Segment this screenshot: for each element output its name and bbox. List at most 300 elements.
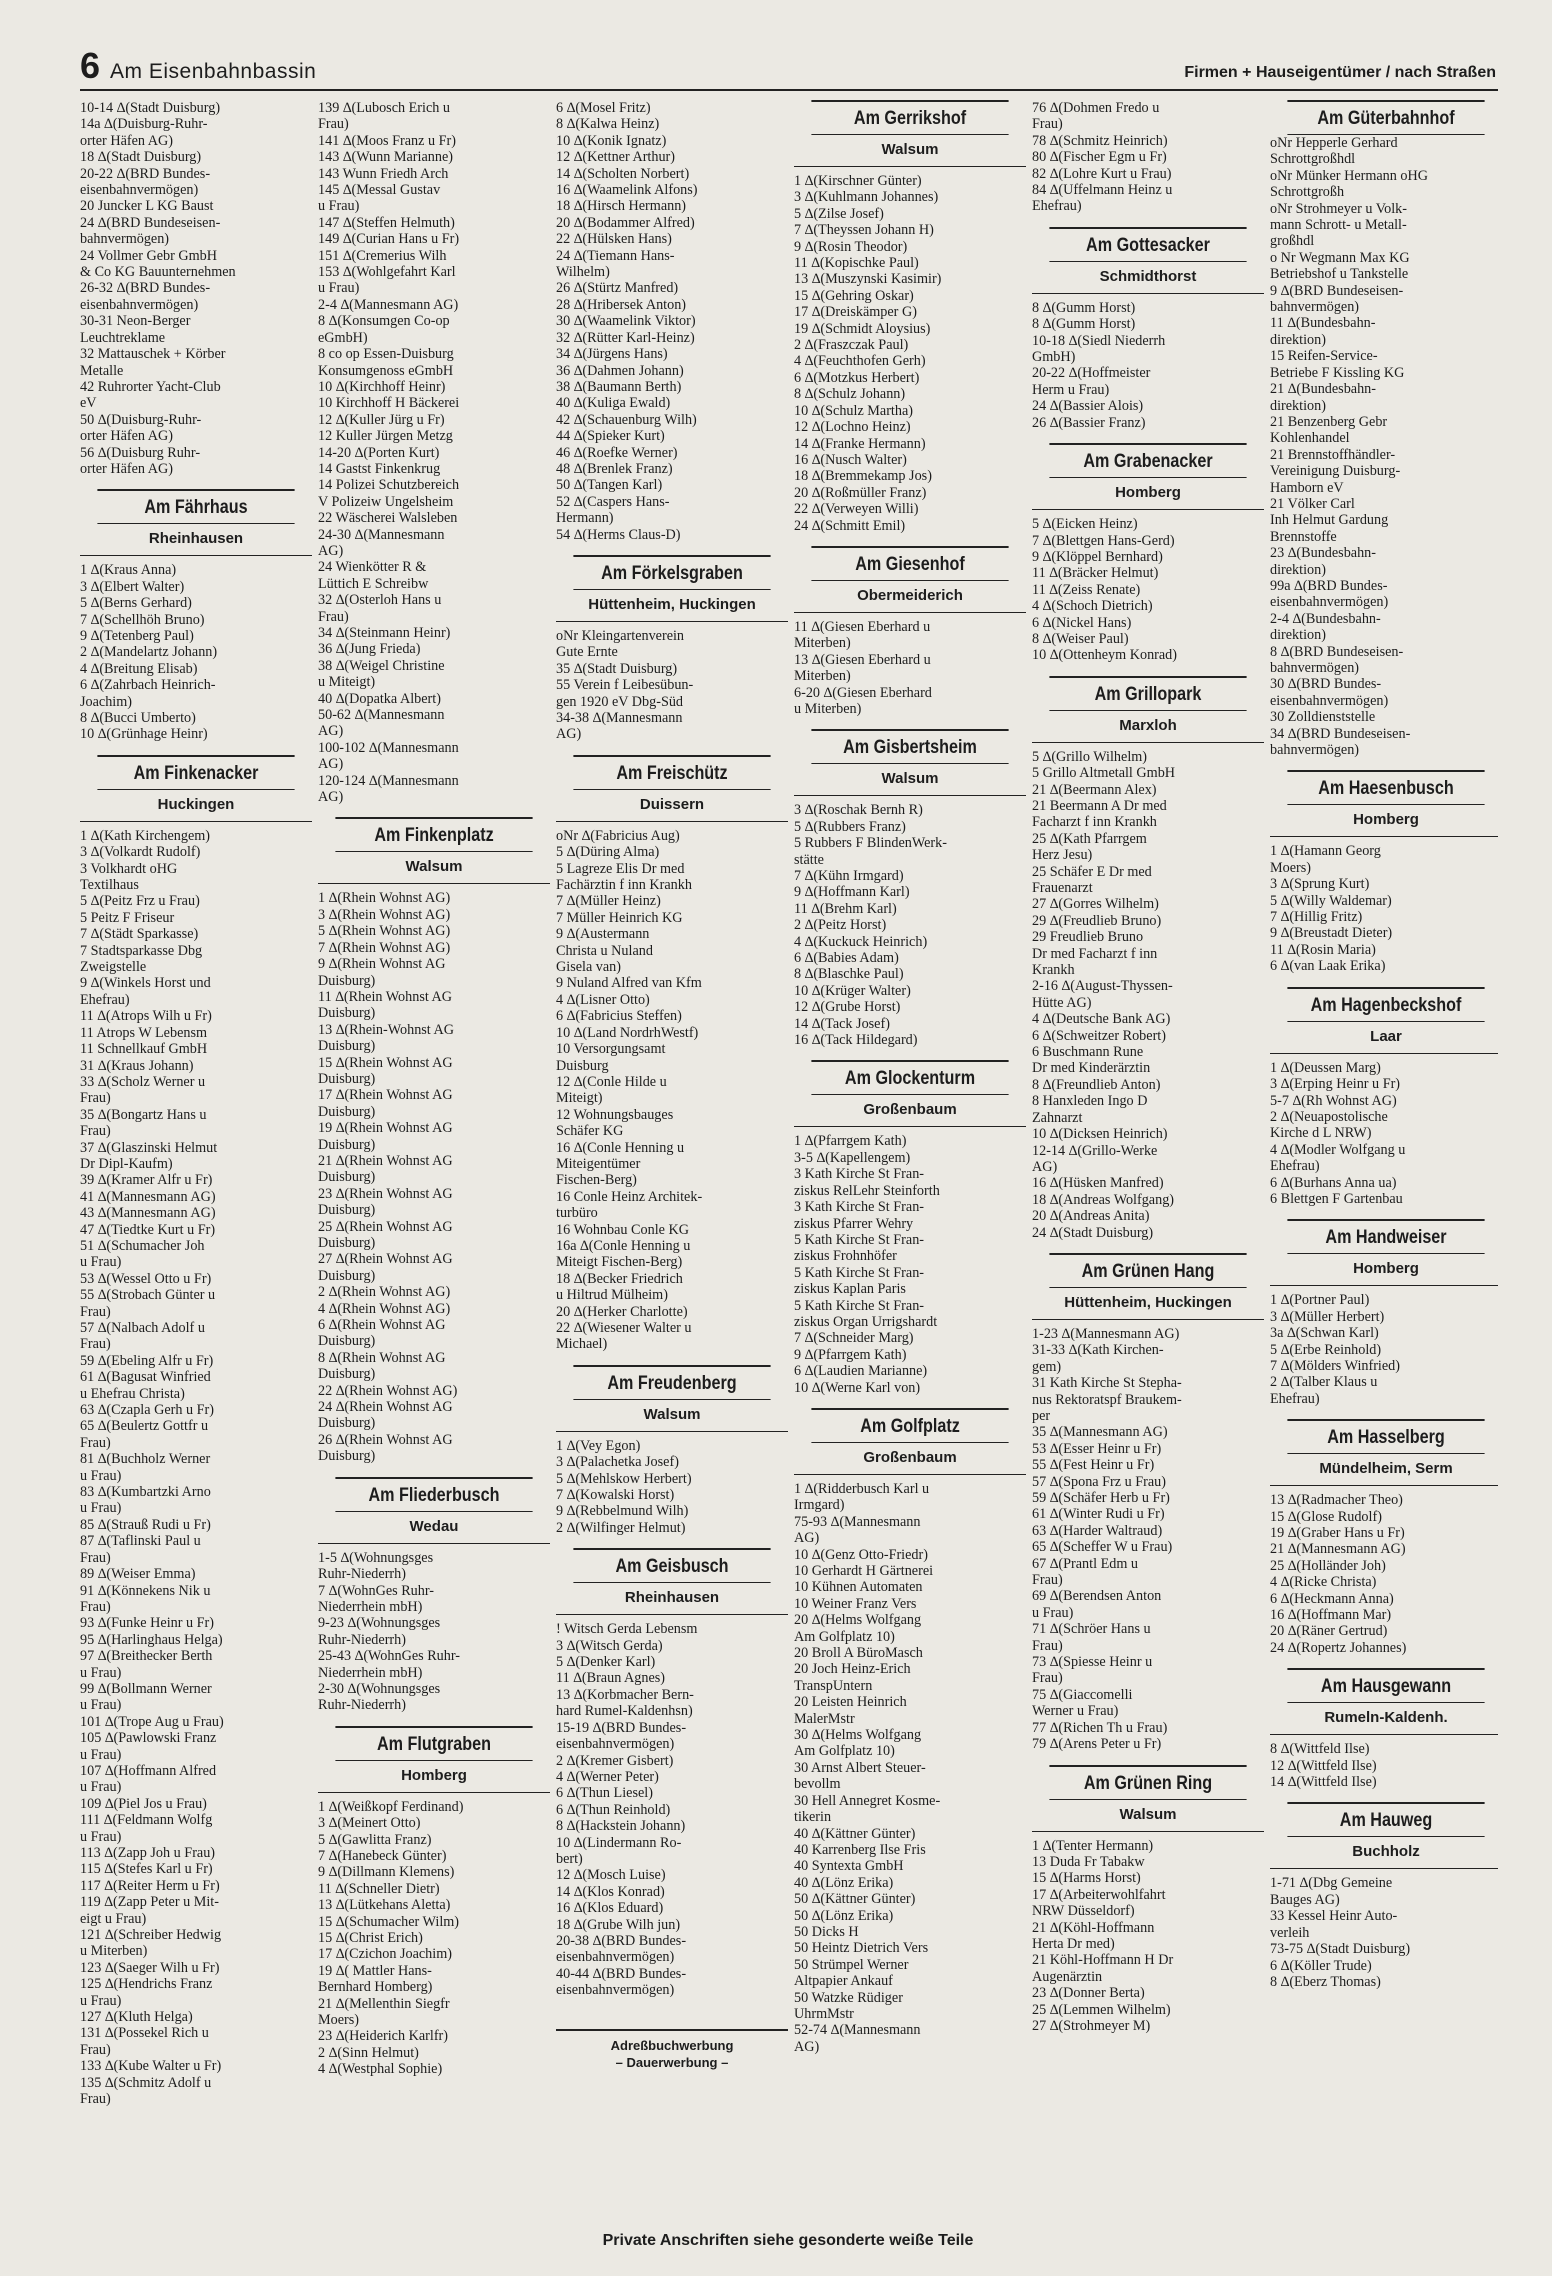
directory-entry: Frau)	[80, 1549, 111, 1566]
directory-entry: 75 ∆(Giaccomelli	[1032, 1686, 1133, 1703]
directory-entry: eisenbahnvermögen)	[556, 1982, 675, 1999]
directory-entry: 50 Strümpel Werner	[794, 1956, 909, 1973]
directory-entry: 6 ∆(Mosel Fritz)	[556, 100, 651, 116]
directory-entry: 23 ∆(Rhein Wohnst AG	[318, 1185, 453, 1202]
district-label: Walsum	[794, 764, 1026, 796]
directory-entry: AG)	[318, 542, 344, 559]
directory-entry: 6 ∆(Heckmann Anna)	[1270, 1590, 1394, 1607]
directory-entry: 80 ∆(Fischer Egm u Fr)	[1032, 149, 1167, 166]
directory-entry: eisenbahnvermögen)	[80, 296, 199, 313]
directory-entry: 13 ∆(Rhein-Wohnst AG	[318, 1021, 455, 1038]
directory-entry: Joachim)	[80, 693, 133, 710]
street-heading: Am Haesenbusch	[1287, 770, 1484, 805]
directory-entry: 8 co op Essen-Duisburg	[318, 346, 454, 363]
directory-entry: 10 Versorgungsamt	[556, 1041, 666, 1058]
directory-entry: 3 ∆(Erping Heinr u Fr)	[1270, 1076, 1401, 1093]
directory-entry: 14 ∆(Scholten Norbert)	[556, 165, 690, 182]
directory-entry: 5 Grillo Altmetall GmbH	[1032, 765, 1176, 782]
directory-entry: Frau)	[318, 116, 349, 133]
directory-entry: u Hiltrud Mülheim)	[556, 1287, 668, 1304]
directory-entry: 8 ∆(BRD Bundeseisen-	[1270, 643, 1404, 660]
directory-entry: 16 ∆(Waamelink Alfons)	[556, 182, 698, 199]
street-heading: Am Freudenberg	[573, 1365, 770, 1400]
directory-entry: Duisburg	[556, 1057, 609, 1074]
directory-entry: 11 ∆(Bräcker Helmut)	[1032, 565, 1159, 582]
directory-entry: Betriebshof u Tankstelle	[1270, 266, 1409, 283]
directory-entry: 29 ∆(Freudlieb Bruno)	[1032, 912, 1162, 929]
directory-entry: 7 ∆(Schneider Marg)	[794, 1330, 914, 1347]
directory-entry: 7 Müller Heinrich KG	[556, 909, 683, 926]
directory-entry: 16 ∆(Nusch Walter)	[794, 451, 907, 468]
directory-entry: 6 Blettgen F Gartenbau	[1270, 1190, 1403, 1207]
directory-entry: 8 ∆(Rhein Wohnst AG	[318, 1349, 446, 1366]
directory-entry: 7 ∆(Rhein Wohnst AG)	[318, 939, 451, 956]
directory-entry: 5 Rubbers F BlindenWerk-	[794, 835, 947, 852]
directory-entry: 3 ∆(Roschak Bernh R)	[794, 802, 923, 819]
directory-entry: 1 ∆(Weißkopf Ferdinand)	[318, 1798, 464, 1815]
directory-entry: AG)	[318, 789, 344, 806]
directory-entry: 55 Verein f Leibesübun-	[556, 677, 694, 694]
directory-entry: 5 ∆(Willy Waldemar)	[1270, 892, 1392, 909]
directory-entry: 25 ∆(Lemmen Wilhelm)	[1032, 2001, 1171, 2018]
directory-entry: 40 Syntexta GmbH	[794, 1858, 904, 1875]
directory-entry: 84 ∆(Uffelmann Heinz u	[1032, 182, 1173, 199]
directory-entry: 22 Wäscherei Walsleben	[318, 510, 458, 527]
directory-entry: 20 Juncker L KG Baust	[80, 198, 214, 215]
directory-entry: 20 ∆(Roßmüller Franz)	[794, 484, 927, 501]
directory-entry: 21 ∆(Mannesmann AG)	[1270, 1541, 1406, 1558]
directory-entry: 8 ∆(Kalwa Heinz)	[556, 116, 660, 133]
directory-entry: 20 ∆(Helms Wolfgang	[794, 1612, 922, 1629]
directory-entry: bahnvermögen)	[1270, 742, 1360, 759]
directory-entry: 12 ∆(Kettner Arthur)	[556, 149, 675, 166]
directory-entry: 5 Kath Kirche St Fran-	[794, 1297, 925, 1314]
directory-entry: Ehefrau)	[1032, 198, 1082, 215]
directory-entry: Ehefrau)	[80, 991, 130, 1008]
directory-entry: 147 ∆(Steffen Helmuth)	[318, 214, 455, 231]
directory-entry: 7 ∆(Theyssen Johann H)	[794, 222, 934, 239]
directory-entry: 1 ∆(Vey Egon)	[556, 1437, 641, 1454]
directory-entry: 10 Gerhardt H Gärtnerei	[794, 1563, 934, 1579]
directory-entry: turbüro	[556, 1205, 598, 1222]
directory-entry: 30 Hell Annegret Kosme-	[794, 1792, 941, 1809]
directory-entry: 7 ∆(Kühn Irmgard)	[794, 868, 904, 884]
directory-entry: gen 1920 eV Dbg-Süd	[556, 693, 684, 710]
directory-entry: 11 ∆(Giesen Eberhard u	[794, 618, 931, 635]
directory-entry: Frauenarzt	[1032, 880, 1093, 896]
directory-entry: 30 ∆(Helms Wolfgang	[794, 1727, 922, 1744]
directory-entry: 52-74 ∆(Mannesmann	[794, 2022, 921, 2039]
directory-entry: 9 ∆(Klöppel Bernhard)	[1032, 548, 1163, 565]
directory-entry: 1 ∆(Ridderbusch Karl u	[794, 1480, 930, 1497]
directory-entry: 48 ∆(Brenlek Franz)	[556, 460, 673, 477]
district-label: Homberg	[318, 1761, 550, 1793]
directory-entry: eisenbahnvermögen)	[556, 1736, 675, 1753]
section-title: Firmen + Hauseigentümer / nach Straßen	[1184, 64, 1496, 81]
directory-entry: 26 ∆(Stürtz Manfred)	[556, 280, 679, 297]
directory-entry: 3 ∆(Kuhlmann Johannes)	[794, 189, 939, 206]
directory-entry: Duisburg)	[318, 1103, 376, 1120]
street-heading: Am Glockenturm	[811, 1060, 1008, 1095]
directory-entry: 1 ∆(Deussen Marg)	[1270, 1059, 1381, 1076]
directory-entry: 89 ∆(Weiser Emma)	[80, 1566, 196, 1583]
district-label: Walsum	[1032, 1800, 1264, 1832]
directory-entry: 63 ∆(Harder Waltraud)	[1032, 1522, 1163, 1539]
directory-entry: 11 Atrops W Lebensm	[80, 1024, 208, 1041]
directory-entry: 16 ∆(Tack Hildegard)	[794, 1032, 918, 1049]
directory-entry: 16 ∆(Hüsken Manfred)	[1032, 1175, 1164, 1192]
directory-entry: 21 Köhl-Hoffmann H Dr	[1032, 1952, 1174, 1969]
directory-entry: 42 Ruhrorter Yacht-Club	[80, 378, 221, 395]
directory-entry: tikerin	[794, 1809, 832, 1826]
directory-entry: 2-4 ∆(Bundesbahn-	[1270, 610, 1381, 627]
directory-entry: 50 ∆(Lönz Erika)	[794, 1907, 894, 1924]
directory-entry: Schrottgroßh	[1270, 184, 1345, 201]
directory-entry: oNr Kleingartenverein	[556, 627, 685, 644]
directory-entry: Duisburg)	[318, 1169, 376, 1186]
directory-entry: 6 ∆(Köller Trude)	[1270, 1957, 1372, 1974]
directory-entry: TranspUntern	[794, 1677, 873, 1694]
directory-entry: 13 ∆(Muszynski Kasimir)	[794, 271, 942, 288]
directory-entry: 19 ∆(Rhein Wohnst AG	[318, 1120, 453, 1137]
directory-entry: 7 ∆(Kowalski Horst)	[556, 1487, 675, 1504]
directory-entry: Gisela van)	[556, 959, 622, 976]
directory-entry: 20 Joch Heinz-Erich	[794, 1661, 911, 1678]
directory-entry: 5 ∆(Düring Alma)	[556, 844, 660, 861]
directory-entry: 4 ∆(Westphal Sophie)	[318, 2061, 443, 2078]
directory-entry: 38 ∆(Baumann Berth)	[556, 378, 682, 395]
directory-entry: Textilhaus	[80, 877, 139, 894]
page-header-left	[80, 45, 317, 86]
directory-entry: 61 ∆(Bagusat Winfried	[80, 1369, 211, 1386]
directory-entry: oNr ∆(Fabricius Aug)	[556, 827, 680, 844]
directory-entry: Ruhr-Niederrh)	[318, 1697, 406, 1714]
directory-entry: 7 Stadtsparkasse Dbg	[80, 942, 203, 959]
directory-entry: 8 ∆(Gumm Horst)	[1032, 316, 1136, 333]
directory-entry: Irmgard)	[794, 1497, 845, 1514]
directory-entry: 5 ∆(Mehlskow Herbert)	[556, 1470, 692, 1487]
directory-entry: 12 ∆(Grube Horst)	[794, 999, 901, 1016]
directory-entry: ziskus Kaplan Paris	[794, 1281, 906, 1298]
directory-entry: 3a ∆(Schwan Karl)	[1270, 1325, 1379, 1342]
directory-entry: 35 ∆(Bongartz Hans u	[80, 1106, 207, 1123]
directory-entry: 16 ∆(Hoffmann Mar)	[1270, 1607, 1392, 1624]
directory-entry: 19 ∆(Graber Hans u Fr)	[1270, 1525, 1405, 1541]
directory-entry: 8 ∆(Freundlieb Anton)	[1032, 1076, 1161, 1093]
directory-entry: Dr Dipl-Kaufm)	[80, 1155, 173, 1172]
street-heading: Am Fährhaus	[97, 489, 294, 524]
district-label: Walsum	[794, 135, 1026, 167]
directory-entry: AG)	[794, 1530, 820, 1547]
directory-entry: 73-75 ∆(Stadt Duisburg)	[1270, 1941, 1411, 1958]
directory-entry: 67 ∆(Prantl Edm u	[1032, 1555, 1139, 1572]
directory-entry: 4 ∆(Breitung Elisab)	[80, 660, 198, 677]
directory-entry: Frau)	[80, 1123, 111, 1140]
directory-entry: AG)	[556, 726, 582, 743]
directory-entry: 8 Hanxleden Ingo D	[1032, 1093, 1148, 1110]
street-heading: Am Grünen Hang	[1049, 1253, 1246, 1288]
directory-entry: eisenbahnvermögen)	[80, 182, 199, 199]
directory-entry: 21 ∆(Mellenthin Siegfr	[318, 1995, 450, 2012]
directory-entry: Duisburg)	[318, 1136, 376, 1153]
directory-entry: 24 ∆(Tiemann Hans-	[556, 247, 675, 264]
directory-entry: Brennstoffe	[1270, 528, 1337, 545]
directory-entry: 107 ∆(Hoffmann Alfred	[80, 1762, 217, 1779]
directory-entry: u Frau)	[80, 1500, 122, 1517]
directory-entry: stätte	[794, 851, 824, 868]
directory-entry: u Miterben)	[80, 1943, 148, 1960]
directory-entry: 121 ∆(Schreiber Hedwig	[80, 1927, 222, 1944]
directory-entry: 27 ∆(Strohmeyer M)	[1032, 2017, 1151, 2034]
directory-entry: 24 Vollmer Gebr GmbH	[80, 247, 218, 264]
directory-entry: 34-38 ∆(Mannesmann	[556, 710, 683, 726]
directory-entry: 5 ∆(Eicken Heinz)	[1032, 516, 1138, 533]
column-1	[80, 100, 312, 2220]
directory-entry: 3 ∆(Witsch Gerda)	[556, 1637, 663, 1654]
directory-entry: 6-20 ∆(Giesen Eberhard	[794, 684, 932, 701]
directory-entry: 13 Duda Fr Tabakw	[1032, 1853, 1145, 1870]
directory-entry: 3 ∆(Elbert Walter)	[80, 578, 185, 595]
directory-entry: 100-102 ∆(Mannesmann	[318, 739, 459, 756]
district-label: Marxloh	[1032, 711, 1264, 743]
directory-entry: 16 Wohnbau Conle KG	[556, 1221, 689, 1238]
directory-entry: 9 ∆(Rebbelmund Wilh)	[556, 1503, 689, 1520]
directory-entry: 1 ∆(Portner Paul)	[1270, 1292, 1370, 1309]
directory-entry: V Polizeiw Ungelsheim	[318, 493, 454, 510]
directory-entry: Niederrhein mbH)	[318, 1598, 423, 1615]
directory-entry: Leuchtreklame	[80, 329, 166, 346]
directory-entry: Frau)	[80, 1303, 111, 1320]
directory-entry: 24-30 ∆(Mannesmann	[318, 526, 445, 543]
directory-entry: 153 ∆(Wohlgefahrt Karl	[318, 264, 456, 281]
directory-entry: 4 ∆(Rhein Wohnst AG)	[318, 1300, 451, 1317]
directory-entry: 39 ∆(Kramer Alfr u Fr)	[80, 1172, 213, 1189]
directory-entry: Augenärztin	[1032, 1968, 1103, 1985]
running-title: Am Eisenbahnbassin	[110, 60, 317, 83]
directory-entry: 151 ∆(Cremerius Wilh	[318, 247, 447, 264]
directory-entry: 11 Schnellkauf GmbH	[80, 1041, 208, 1058]
directory-entry: 1 ∆(Pfarrgem Kath)	[794, 1133, 907, 1150]
directory-entry: GmbH)	[1032, 349, 1076, 366]
directory-entry: 65 ∆(Beulertz Gottfr u	[80, 1418, 209, 1435]
directory-entry: 78 ∆(Schmitz Heinrich)	[1032, 132, 1168, 149]
directory-entry: gem)	[1032, 1358, 1062, 1375]
directory-entry: 21 ∆(Bundesbahn-	[1270, 381, 1377, 398]
directory-entry: NRW Düsseldorf)	[1032, 1903, 1135, 1920]
column-2	[318, 100, 550, 2220]
directory-entry: 97 ∆(Breithecker Berth	[80, 1648, 213, 1665]
column-4	[794, 100, 1026, 2220]
directory-entry: Frau)	[1032, 1670, 1063, 1687]
directory-entry: u Frau)	[80, 1779, 122, 1796]
directory-entry: 5 ∆(Denker Karl)	[556, 1654, 656, 1671]
directory-entry: 11 ∆(Kopischke Paul)	[794, 255, 919, 272]
directory-entry: 4 ∆(Werner Peter)	[556, 1768, 659, 1785]
directory-entry: 11 ∆(Zeiss Renate)	[1032, 581, 1141, 598]
directory-entry: 12-14 ∆(Grillo-Werke	[1032, 1142, 1158, 1159]
directory-entry: bahnvermögen)	[1270, 299, 1360, 316]
directory-entry: 5 ∆(Erbe Reinhold)	[1270, 1341, 1382, 1358]
directory-entry: Bauges AG)	[1270, 1891, 1340, 1908]
directory-entry: Fachärztin f inn Krankh	[556, 877, 692, 894]
directory-entry: 3 Kath Kirche St Fran-	[794, 1199, 925, 1216]
directory-entry: 3 ∆(Meinert Otto)	[318, 1815, 421, 1832]
directory-entry: 16 ∆(Klos Eduard)	[556, 1900, 664, 1917]
street-heading: Am Förkelsgraben	[573, 555, 770, 590]
directory-entry: Frau)	[1032, 116, 1063, 133]
directory-entry: Duisburg)	[318, 1202, 376, 1219]
directory-entry: 2-30 ∆(Wohnungsges	[318, 1680, 441, 1697]
directory-entry: u Miterben)	[794, 700, 862, 717]
directory-entry: 16 ∆(Conle Henning u	[556, 1139, 685, 1156]
directory-entry: 19 ∆(Schmidt Aloysius)	[794, 320, 931, 337]
directory-entry: 2 ∆(Neuapostolische	[1270, 1108, 1388, 1125]
directory-entry: Herz Jesu)	[1032, 847, 1093, 864]
directory-entry: 23 ∆(Donner Berta)	[1032, 1985, 1145, 2002]
district-label: Rumeln-Kaldenh.	[1270, 1703, 1498, 1735]
directory-entry: 14 ∆(Franke Hermann)	[794, 435, 926, 452]
directory-entry: 7 ∆(Hanebeck Günter)	[318, 1847, 447, 1864]
directory-entry: 2 ∆(Wilfinger Helmut)	[556, 1519, 686, 1536]
directory-entry: 6 ∆(Motzkus Herbert)	[794, 369, 920, 386]
directory-entry: 1 ∆(Kath Kirchengem)	[80, 827, 211, 844]
directory-entry: Duisburg)	[318, 1070, 376, 1087]
directory-entry: 21 Brennstoffhändler-	[1270, 446, 1396, 463]
street-heading: Am Flutgraben	[335, 1726, 532, 1761]
directory-entry: 14 ∆(Klos Konrad)	[556, 1883, 665, 1900]
street-heading: Am Hauweg	[1287, 1802, 1484, 1837]
directory-entry: 59 ∆(Ebeling Alfr u Fr)	[80, 1352, 214, 1369]
directory-entry: 1 ∆(Hamann Georg	[1270, 843, 1381, 860]
street-heading: Am Golfplatz	[811, 1408, 1008, 1443]
directory-entry: 12 ∆(Mosch Luise)	[556, 1867, 666, 1884]
directory-entry: bahnvermögen)	[80, 231, 170, 248]
directory-entry: Frau)	[80, 2041, 111, 2058]
directory-entry: 15 ∆(Gehring Oskar)	[794, 287, 914, 304]
directory-entry: 101 ∆(Trope Aug u Frau)	[80, 1713, 224, 1730]
directory-entry: 15 ∆(Harms Horst)	[1032, 1870, 1141, 1887]
directory-entry: Am Golfplatz 10)	[794, 1743, 895, 1760]
directory-entry: 76 ∆(Dohmen Fredo u	[1032, 100, 1160, 116]
footer-note: Private Anschriften siehe gesonderte weiße Teile	[602, 2232, 974, 2249]
directory-entry: 8 ∆(Weiser Paul)	[1032, 630, 1129, 647]
directory-entry: ziskus Pfarrer Wehry	[794, 1215, 914, 1232]
page-number: 6	[80, 45, 101, 86]
directory-entry: 2-16 ∆(August-Thyssen-	[1032, 978, 1173, 995]
directory-entry: 145 ∆(Messal Gustav	[318, 182, 441, 199]
directory-entry: 8 ∆(Wittfeld Ilse)	[1270, 1741, 1370, 1758]
directory-entry: 125 ∆(Hendrichs Franz	[80, 1976, 213, 1993]
district-label: Großenbaum	[794, 1095, 1026, 1127]
directory-entry: Duisburg)	[318, 1235, 376, 1251]
directory-entry: 18 ∆(Stadt Duisburg)	[80, 149, 202, 166]
directory-entry: 7 ∆(Hillig Fritz)	[1270, 909, 1363, 926]
directory-entry: 17 ∆(Czichon Joachim)	[318, 1946, 452, 1963]
directory-entry: 34 ∆(Jürgens Hans)	[556, 346, 668, 363]
directory-entry: 40 ∆(Kuliga Ewald)	[556, 395, 671, 412]
directory-entry: 10 ∆(Krüger Walter)	[794, 982, 911, 999]
directory-entry: Duisburg)	[318, 1005, 376, 1022]
directory-entry: 131 ∆(Possekel Rich u	[80, 2025, 209, 2042]
directory-entry: 85 ∆(Strauß Rudi u Fr)	[80, 1516, 211, 1533]
page-header	[80, 40, 1496, 84]
directory-entry: Kirche d L NRW)	[1270, 1125, 1372, 1142]
directory-entry: 3 ∆(Volkardt Rudolf)	[80, 844, 201, 861]
district-label: Buchholz	[1270, 1837, 1498, 1869]
directory-entry: eisenbahnvermögen)	[556, 1949, 675, 1966]
directory-entry: 33 Kessel Heinr Auto-	[1270, 1908, 1398, 1925]
directory-entry: u Ehefrau Christa)	[80, 1385, 185, 1402]
directory-entry: 13 ∆(Korbmacher Bern-	[556, 1686, 694, 1703]
directory-entry: Miteigentümer	[556, 1155, 641, 1172]
directory-entry: 2 ∆(Kremer Gisbert)	[556, 1752, 674, 1769]
directory-entry: 13 ∆(Radmacher Theo)	[1270, 1492, 1403, 1509]
directory-entry: Duisburg)	[318, 1267, 376, 1284]
directory-entry: 24 ∆(BRD Bundeseisen-	[80, 214, 221, 231]
directory-entry: 6 ∆(Zahrbach Heinrich-	[80, 677, 216, 694]
directory-entry: Frau)	[80, 2091, 111, 2108]
directory-entry: 26 ∆(Bassier Franz)	[1032, 414, 1146, 431]
directory-entry: ziskus Organ Urrigshardt	[794, 1313, 938, 1330]
directory-entry: Vereinigung Duisburg-	[1270, 463, 1401, 480]
directory-entry: 79 ∆(Arens Peter u Fr)	[1032, 1736, 1162, 1753]
directory-entry: 3 ∆(Palachetka Josef)	[556, 1454, 679, 1471]
directory-entry: 5 ∆(Grillo Wilhelm)	[1032, 748, 1148, 765]
directory-entry: 20 ∆(Herker Charlotte)	[556, 1303, 688, 1320]
directory-entry: 83 ∆(Kumbartzki Arno	[80, 1484, 211, 1501]
directory-entry: MalerMstr	[794, 1710, 855, 1727]
directory-entry: Duisburg)	[318, 1366, 376, 1383]
directory-entry: 5 Peitz F Friseur	[80, 909, 175, 926]
directory-entry: 14 ∆(Tack Josef)	[794, 1015, 890, 1032]
directory-entry: 7 ∆(Schellhöh Bruno)	[80, 611, 205, 628]
directory-entry: 43 ∆(Mannesmann AG)	[80, 1205, 216, 1222]
directory-entry: Michael)	[556, 1336, 608, 1353]
directory-entry: ! Witsch Gerda Lebensm	[556, 1621, 698, 1638]
directory-entry: Am Golfplatz 10)	[794, 1628, 895, 1645]
directory-entry: 40 Karrenberg Ilse Fris	[794, 1841, 926, 1858]
column-6	[1270, 100, 1498, 2220]
directory-entry: 17 ∆(Arbeiterwohlfahrt	[1032, 1886, 1166, 1903]
directory-entry: orter Häfen AG)	[80, 132, 173, 149]
directory-entry: 19 ∆( Mattler Hans-	[318, 1962, 432, 1979]
directory-entry: 77 ∆(Richen Th u Frau)	[1032, 1719, 1168, 1736]
directory-entry: 30-31 Neon-Berger	[80, 313, 191, 330]
directory-entry: 56 ∆(Duisburg Ruhr-	[80, 444, 201, 461]
directory-entry: 21 Benzenberg Gebr	[1270, 413, 1388, 430]
directory-entry: 133 ∆(Kube Walter u Fr)	[80, 2058, 222, 2075]
directory-entry: 7 ∆(Müller Heinz)	[556, 893, 661, 910]
directory-entry: 4 ∆(Modler Wolfgang u	[1270, 1141, 1406, 1158]
directory-entry: eisenbahnvermögen)	[1270, 594, 1389, 611]
directory-entry: 53 ∆(Wessel Otto u Fr)	[80, 1270, 212, 1287]
directory-entry: 6 ∆(Thun Liesel)	[556, 1785, 653, 1802]
directory-entry: 21 ∆(Beermann Alex)	[1032, 781, 1157, 798]
directory-entry: u Frau)	[80, 1746, 122, 1763]
directory-entry: 12 ∆(Kuller Jürg u Fr)	[318, 411, 445, 428]
directory-entry: 9 ∆(Hoffmann Karl)	[794, 884, 910, 901]
column-3	[556, 100, 788, 2220]
directory-entry: 61 ∆(Winter Rudi u Fr)	[1032, 1506, 1165, 1523]
directory-entry: Christa u Nuland	[556, 942, 653, 959]
directory-entry: 5 ∆(Rubbers Franz)	[794, 818, 906, 835]
directory-entry: 20 ∆(Bodammer Alfred)	[556, 214, 695, 231]
directory-entry: 9 ∆(BRD Bundeseisen-	[1270, 282, 1404, 299]
district-label: Mündelheim, Serm	[1270, 1454, 1498, 1486]
directory-entry: AG)	[1032, 1158, 1058, 1175]
directory-entry: 35 ∆(Mannesmann AG)	[1032, 1424, 1168, 1441]
directory-entry: 46 ∆(Roefke Werner)	[556, 444, 678, 461]
